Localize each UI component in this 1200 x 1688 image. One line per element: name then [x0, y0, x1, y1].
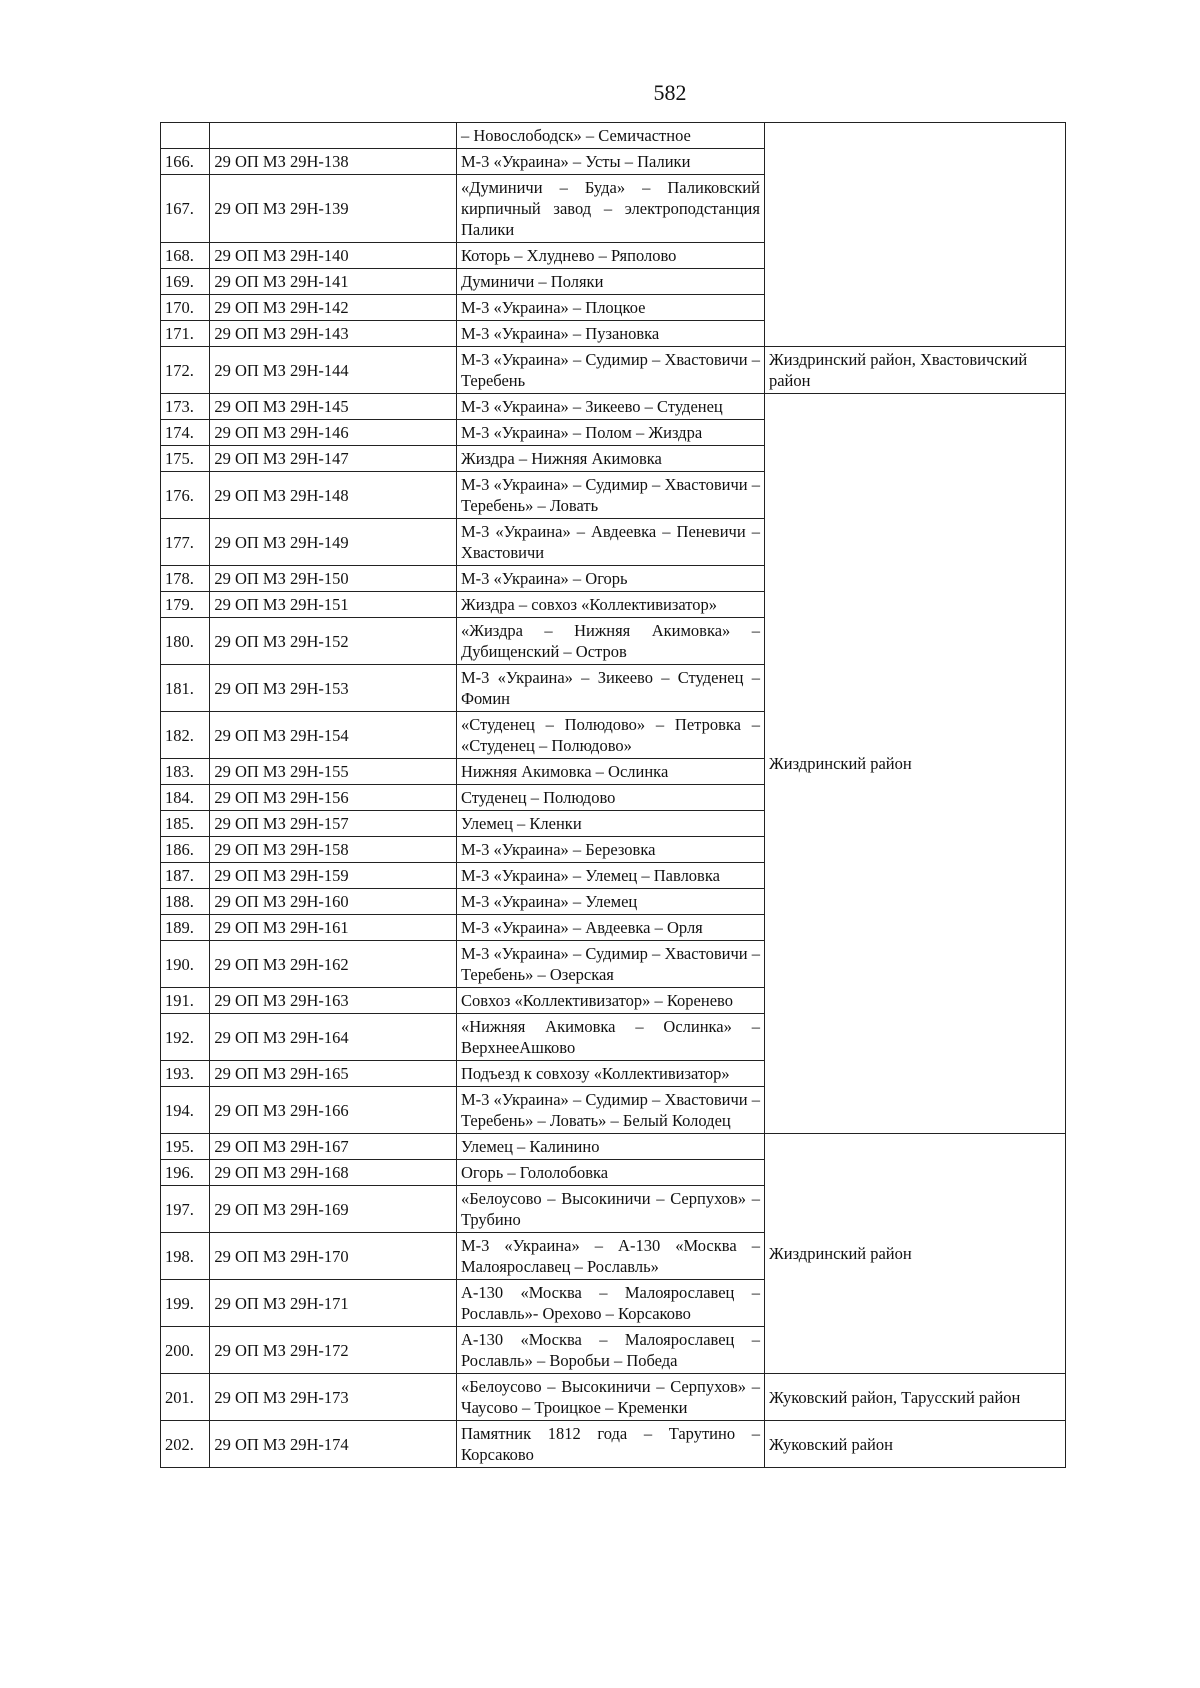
road-route: Совхоз «Коллективизатор» – Коренево — [456, 988, 764, 1014]
road-code: 29 ОП МЗ 29Н-150 — [210, 566, 457, 592]
road-code: 29 ОП МЗ 29Н-163 — [210, 988, 457, 1014]
row-number: 175. — [161, 446, 210, 472]
row-number: 169. — [161, 269, 210, 295]
road-route: М-3 «Украина» – Улемец – Павловка — [456, 863, 764, 889]
road-code: 29 ОП МЗ 29Н-143 — [210, 321, 457, 347]
row-number: 166. — [161, 149, 210, 175]
table-row — [161, 394, 1066, 420]
road-route: М-3 «Украина» – Плоцкое — [456, 295, 764, 321]
row-number: 180. — [161, 618, 210, 665]
road-code: 29 ОП МЗ 29Н-155 — [210, 759, 457, 785]
road-code: 29 ОП МЗ 29Н-157 — [210, 811, 457, 837]
road-route: М-3 «Украина» – Зикеево – Студенец – Фомин — [456, 665, 764, 712]
row-number: 201. — [161, 1374, 210, 1421]
road-route: Памятник 1812 года – Тарутино – Корсаково — [456, 1421, 764, 1468]
road-code: 29 ОП МЗ 29Н-151 — [210, 592, 457, 618]
road-route: М-3 «Украина» – Пузановка — [456, 321, 764, 347]
row-number: 172. — [161, 347, 210, 394]
row-number: 181. — [161, 665, 210, 712]
row-number: 168. — [161, 243, 210, 269]
row-number: 200. — [161, 1327, 210, 1374]
road-route: Думиничи – Поляки — [456, 269, 764, 295]
road-route: М-3 «Украина» – Авдеевка – Орля — [456, 915, 764, 941]
road-code: 29 ОП МЗ 29Н-167 — [210, 1134, 457, 1160]
row-number: 183. — [161, 759, 210, 785]
road-code: 29 ОП МЗ 29Н-148 — [210, 472, 457, 519]
road-code: 29 ОП МЗ 29Н-160 — [210, 889, 457, 915]
row-number: 186. — [161, 837, 210, 863]
roads-table-body — [161, 123, 1066, 1468]
road-code: 29 ОП МЗ 29Н-153 — [210, 665, 457, 712]
road-code: 29 ОП МЗ 29Н-141 — [210, 269, 457, 295]
road-code: 29 ОП МЗ 29Н-166 — [210, 1087, 457, 1134]
row-number: 174. — [161, 420, 210, 446]
row-number: 189. — [161, 915, 210, 941]
roads-table — [160, 122, 1066, 1468]
road-route: Жиздра – совхоз «Коллективизатор» — [456, 592, 764, 618]
road-route: М-3 «Украина» – Улемец — [456, 889, 764, 915]
road-route: «Нижняя Акимовка – Ослинка» – ВерхнееАшково — [456, 1014, 764, 1061]
road-code: 29 ОП МЗ 29Н-161 — [210, 915, 457, 941]
road-code: 29 ОП МЗ 29Н-173 — [210, 1374, 457, 1421]
road-code: 29 ОП МЗ 29Н-156 — [210, 785, 457, 811]
road-route: Нижняя Акимовка – Ослинка — [456, 759, 764, 785]
road-route: М-3 «Украина» – Усты – Палики — [456, 149, 764, 175]
road-code: 29 ОП МЗ 29Н-159 — [210, 863, 457, 889]
road-code: 29 ОП МЗ 29Н-149 — [210, 519, 457, 566]
table-row — [161, 1134, 1066, 1160]
table-row — [161, 1374, 1066, 1421]
row-number: 185. — [161, 811, 210, 837]
row-number: 173. — [161, 394, 210, 420]
row-number: 179. — [161, 592, 210, 618]
table-row — [161, 123, 1066, 149]
road-route: М-3 «Украина» – Полом – Жиздра — [456, 420, 764, 446]
road-code — [210, 123, 457, 149]
road-code: 29 ОП МЗ 29Н-174 — [210, 1421, 457, 1468]
table-row — [161, 347, 1066, 394]
road-route: А-130 «Москва – Малоярославец – Рославль» – Воробьи – Победа — [456, 1327, 764, 1374]
road-code: 29 ОП МЗ 29Н-142 — [210, 295, 457, 321]
row-number: 188. — [161, 889, 210, 915]
row-number — [161, 123, 210, 149]
page-number: 582 — [653, 80, 687, 105]
row-number: 202. — [161, 1421, 210, 1468]
road-route: Огорь – Гололобовка — [456, 1160, 764, 1186]
row-number: 184. — [161, 785, 210, 811]
road-code: 29 ОП МЗ 29Н-158 — [210, 837, 457, 863]
road-route: Студенец – Полюдово — [456, 785, 764, 811]
road-code: 29 ОП МЗ 29Н-162 — [210, 941, 457, 988]
road-route: – Новослободск» – Семичастное — [456, 123, 764, 149]
row-number: 176. — [161, 472, 210, 519]
road-route: Улемец – Кленки — [456, 811, 764, 837]
row-number: 170. — [161, 295, 210, 321]
road-route: М-3 «Украина» – А-130 «Москва – Малоярославец – Рославль» — [456, 1233, 764, 1280]
district-cell: Жуковский район — [764, 1421, 1065, 1468]
road-code: 29 ОП МЗ 29Н-154 — [210, 712, 457, 759]
road-code: 29 ОП МЗ 29Н-138 — [210, 149, 457, 175]
road-route: М-3 «Украина» – Судимир – Хвастовичи – Теребень» – Озерская — [456, 941, 764, 988]
row-number: 192. — [161, 1014, 210, 1061]
road-route: М-3 «Украина» – Судимир – Хвастовичи – Теребень — [456, 347, 764, 394]
road-code: 29 ОП МЗ 29Н-168 — [210, 1160, 457, 1186]
road-route: М-3 «Украина» – Огорь — [456, 566, 764, 592]
road-route: М-3 «Украина» – Авдеевка – Пеневичи – Хвастовичи — [456, 519, 764, 566]
row-number: 194. — [161, 1087, 210, 1134]
row-number: 178. — [161, 566, 210, 592]
row-number: 191. — [161, 988, 210, 1014]
road-code: 29 ОП МЗ 29Н-144 — [210, 347, 457, 394]
road-code: 29 ОП МЗ 29Н-169 — [210, 1186, 457, 1233]
road-route: Улемец – Калинино — [456, 1134, 764, 1160]
row-number: 195. — [161, 1134, 210, 1160]
road-route: М-3 «Украина» – Зикеево – Студенец — [456, 394, 764, 420]
road-route: М-3 «Украина» – Судимир – Хвастовичи – Теребень» – Ловать» – Белый Колодец — [456, 1087, 764, 1134]
row-number: 196. — [161, 1160, 210, 1186]
district-cell — [764, 123, 1065, 347]
row-number: 199. — [161, 1280, 210, 1327]
road-code: 29 ОП МЗ 29Н-164 — [210, 1014, 457, 1061]
table-row — [161, 1421, 1066, 1468]
road-route: «Белоусово – Высокиничи – Серпухов» – Трубино — [456, 1186, 764, 1233]
row-number: 193. — [161, 1061, 210, 1087]
road-code: 29 ОП МЗ 29Н-171 — [210, 1280, 457, 1327]
road-code: 29 ОП МЗ 29Н-146 — [210, 420, 457, 446]
road-route: М-3 «Украина» – Березовка — [456, 837, 764, 863]
road-route: «Думиничи – Буда» – Паликовский кирпичный завод – электроподстанция Палики — [456, 175, 764, 243]
road-route: А-130 «Москва – Малоярославец – Рославль»- Орехово – Корсаково — [456, 1280, 764, 1327]
road-route: М-3 «Украина» – Судимир – Хвастовичи – Теребень» – Ловать — [456, 472, 764, 519]
road-code: 29 ОП МЗ 29Н-152 — [210, 618, 457, 665]
district-cell: Жиздринский район — [764, 394, 1065, 1134]
road-route: Которь – Хлуднево – Ряполово — [456, 243, 764, 269]
district-cell: Жиздринский район, Хвастовичский район — [764, 347, 1065, 394]
row-number: 177. — [161, 519, 210, 566]
row-number: 197. — [161, 1186, 210, 1233]
road-route: «Белоусово – Высокиничи – Серпухов» – Чаусово – Троицкое – Кременки — [456, 1374, 764, 1421]
road-code: 29 ОП МЗ 29Н-165 — [210, 1061, 457, 1087]
road-route: «Жиздра – Нижняя Акимовка» – Дубищенский – Остров — [456, 618, 764, 665]
row-number: 167. — [161, 175, 210, 243]
road-code: 29 ОП МЗ 29Н-140 — [210, 243, 457, 269]
road-code: 29 ОП МЗ 29Н-145 — [210, 394, 457, 420]
row-number: 171. — [161, 321, 210, 347]
road-code: 29 ОП МЗ 29Н-170 — [210, 1233, 457, 1280]
road-code: 29 ОП МЗ 29Н-147 — [210, 446, 457, 472]
row-number: 190. — [161, 941, 210, 988]
road-route: Жиздра – Нижняя Акимовка — [456, 446, 764, 472]
row-number: 187. — [161, 863, 210, 889]
row-number: 182. — [161, 712, 210, 759]
road-code: 29 ОП МЗ 29Н-172 — [210, 1327, 457, 1374]
road-route: «Студенец – Полюдово» – Петровка – «Студенец – Полюдово» — [456, 712, 764, 759]
road-code: 29 ОП МЗ 29Н-139 — [210, 175, 457, 243]
district-cell: Жиздринский район — [764, 1134, 1065, 1374]
district-cell: Жуковский район, Тарусский район — [764, 1374, 1065, 1421]
row-number: 198. — [161, 1233, 210, 1280]
road-route: Подъезд к совхозу «Коллективизатор» — [456, 1061, 764, 1087]
